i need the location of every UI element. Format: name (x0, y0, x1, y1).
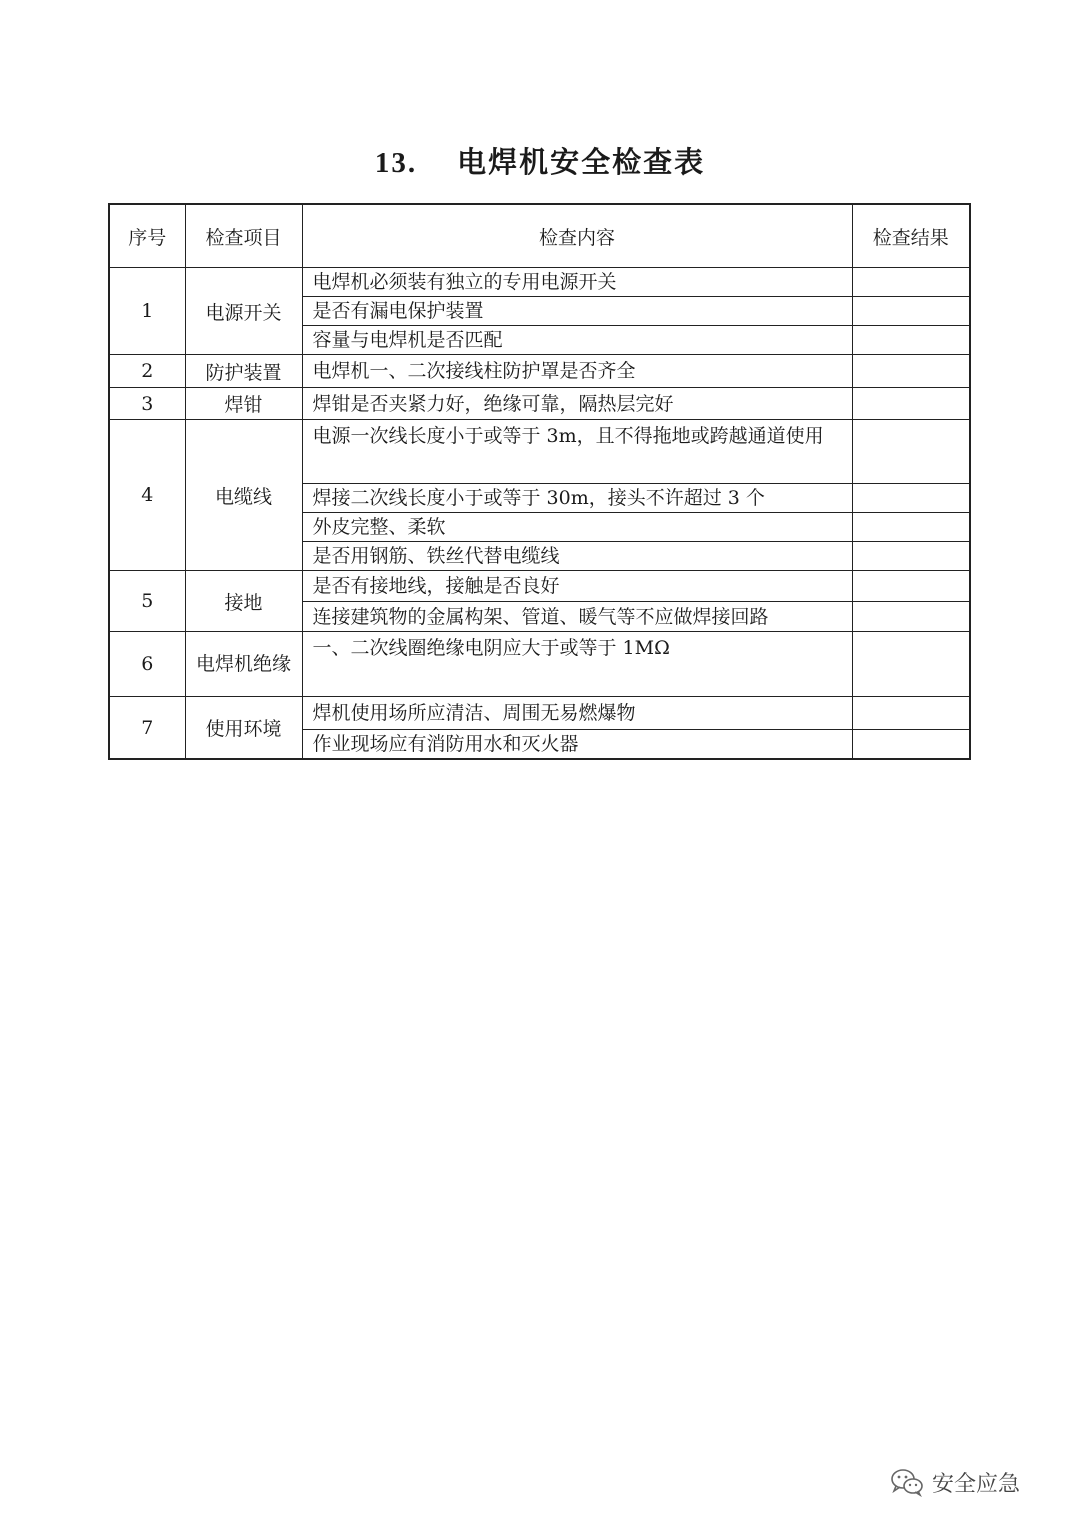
result-cell[interactable] (852, 542, 970, 571)
row-item: 防护装置 (185, 355, 302, 388)
table-row (109, 420, 970, 484)
result-cell[interactable] (852, 355, 970, 388)
result-cell[interactable] (852, 571, 970, 602)
header-no: 序号 (109, 204, 185, 268)
row-content: 外皮完整、柔软 (302, 513, 852, 542)
page-title (0, 140, 1080, 181)
header-content: 检查内容 (302, 204, 852, 268)
row-no: 6 (109, 632, 185, 697)
inspection-table (108, 203, 971, 760)
row-item: 电焊机绝缘 (185, 632, 302, 697)
row-item: 使用环境 (185, 697, 302, 760)
header-item: 检查项目 (185, 204, 302, 268)
result-cell[interactable] (852, 697, 970, 730)
row-no: 5 (109, 571, 185, 632)
title-text: 电焊机安全检查表 (457, 145, 706, 179)
result-cell[interactable] (852, 268, 970, 297)
row-content: 容量与电焊机是否匹配 (302, 326, 852, 355)
title-number: 13. (374, 147, 418, 179)
row-content: 焊机使用场所应清洁、周围无易燃爆物 (302, 697, 852, 730)
row-content: 是否用钢筋、铁丝代替电缆线 (302, 542, 852, 571)
row-content: 焊钳是否夹紧力好，绝缘可靠，隔热层完好 (302, 388, 852, 420)
row-content: 焊接二次线长度小于或等于 30m，接头不许超过 3 个 (302, 484, 852, 513)
row-item: 电源开关 (185, 268, 302, 355)
watermark (890, 1462, 1060, 1502)
row-item: 电缆线 (185, 420, 302, 571)
result-cell[interactable] (852, 632, 970, 697)
row-no: 1 (109, 268, 185, 355)
row-content: 一、二次线圈绝缘电阴应大于或等于 1MΩ (302, 632, 852, 697)
watermark-text: 安全应急 (932, 1471, 1021, 1497)
row-content: 电源一次线长度小于或等于 3m，且不得拖地或跨越通道使用 (302, 420, 852, 484)
row-content: 作业现场应有消防用水和灭火器 (302, 730, 852, 760)
row-content: 电焊机一、二次接线柱防护罩是否齐全 (302, 355, 852, 388)
table-row (109, 268, 970, 297)
result-cell[interactable] (852, 513, 970, 542)
table-row (109, 355, 970, 388)
row-no: 2 (109, 355, 185, 388)
row-no: 7 (109, 697, 185, 760)
table-row (109, 388, 970, 420)
row-content: 电焊机必须装有独立的专用电源开关 (302, 268, 852, 297)
result-cell[interactable] (852, 730, 970, 760)
result-cell[interactable] (852, 297, 970, 326)
result-cell[interactable] (852, 326, 970, 355)
row-no: 4 (109, 420, 185, 571)
table-row (109, 697, 970, 730)
result-cell[interactable] (852, 602, 970, 632)
row-content: 连接建筑物的金属构架、管道、暖气等不应做焊接回路 (302, 602, 852, 632)
row-no: 3 (109, 388, 185, 420)
result-cell[interactable] (852, 388, 970, 420)
header-result: 检查结果 (852, 204, 970, 268)
row-content: 是否有接地线，接触是否良好 (302, 571, 852, 602)
row-content: 是否有漏电保护装置 (302, 297, 852, 326)
wechat-icon (890, 1467, 924, 1497)
row-item: 焊钳 (185, 388, 302, 420)
table-row (109, 632, 970, 697)
table-header-row (109, 204, 970, 268)
result-cell[interactable] (852, 484, 970, 513)
table-row (109, 571, 970, 602)
row-item: 接地 (185, 571, 302, 632)
result-cell[interactable] (852, 420, 970, 484)
